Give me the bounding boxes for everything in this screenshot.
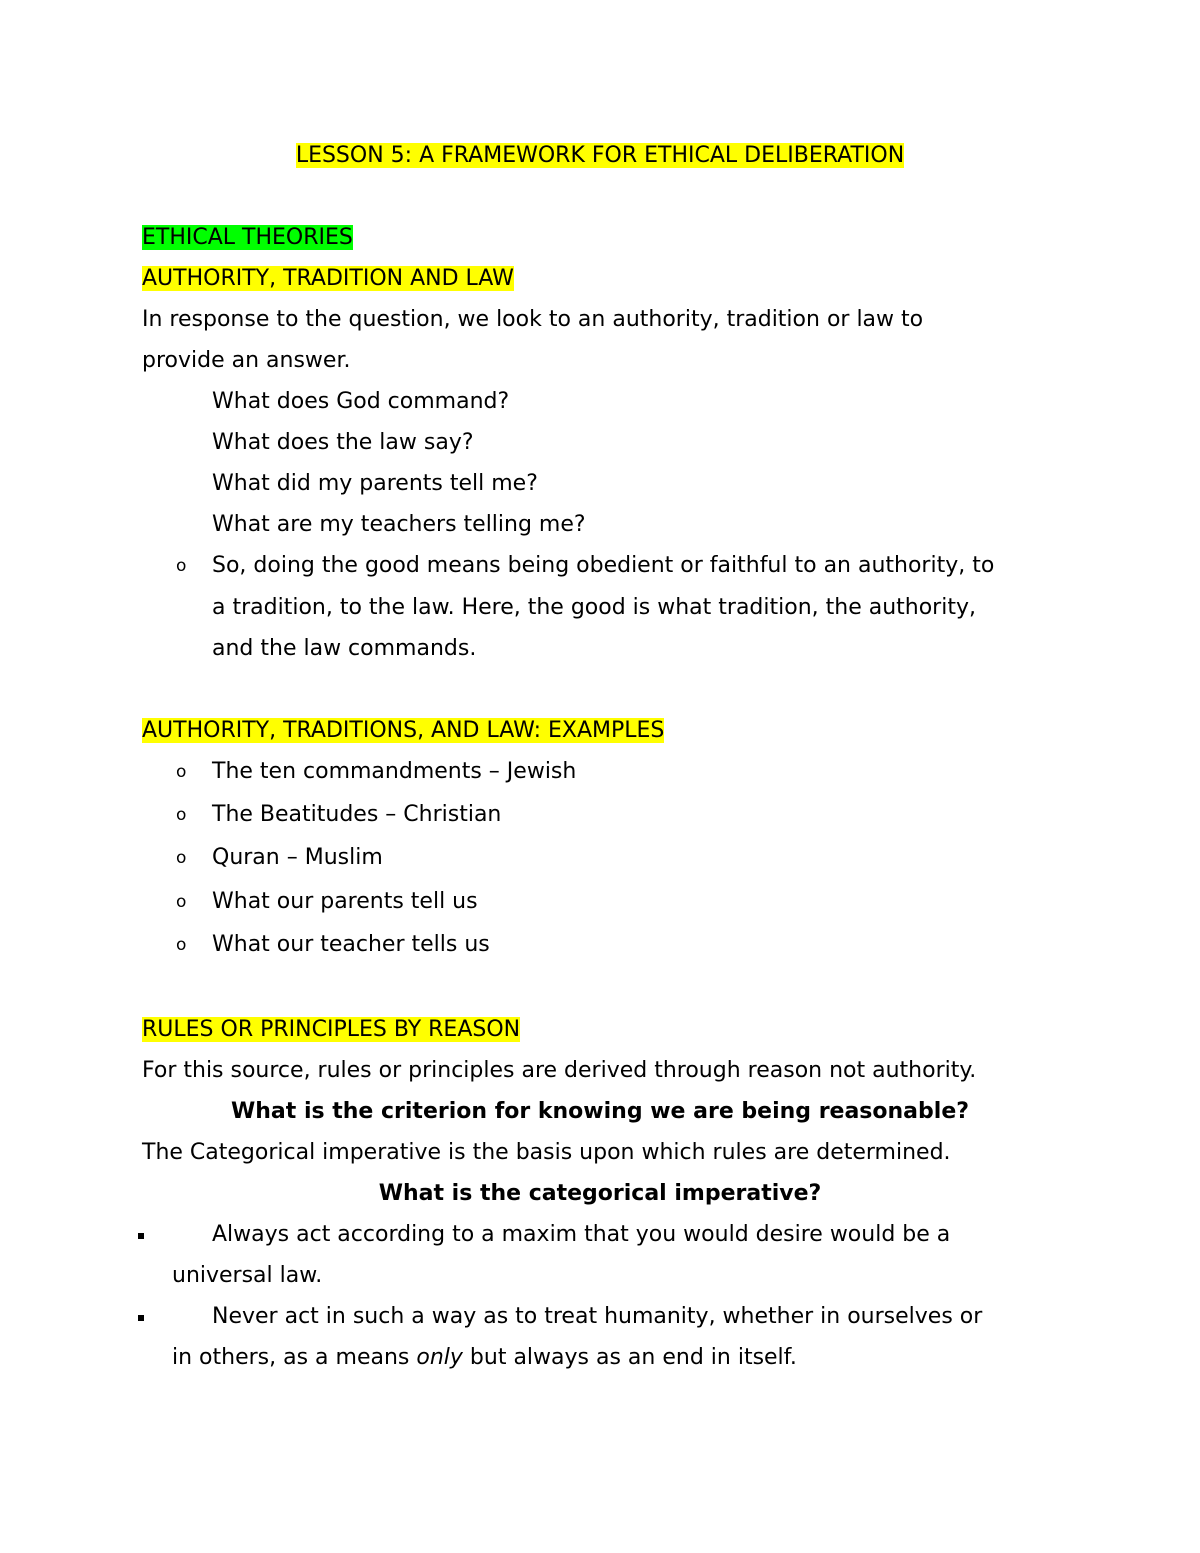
reason-statement: The Categorical imperative is the basis upon which rules are determined. bbox=[142, 1140, 951, 1165]
maxim-1-line-1: Always act according to a maxim that you would desire would be a bbox=[212, 1222, 951, 1247]
maxim-2-line-1: Never act in such a way as to treat humanity, whether in ourselves or bbox=[212, 1304, 983, 1329]
maxim-1-line-2: universal law. bbox=[172, 1263, 323, 1288]
authority-question: What does God command? bbox=[212, 389, 510, 414]
section-heading-row bbox=[142, 223, 353, 253]
reason-question-2: What is the categorical imperative? bbox=[378, 1181, 822, 1206]
authority-intro-line-2: provide an answer. bbox=[142, 348, 351, 373]
authority-summary-line-3: and the law commands. bbox=[212, 636, 477, 661]
circle-bullet-icon: o bbox=[176, 556, 187, 576]
authority-summary-line-2: a tradition, to the law. Here, the good is what tradition, the authority, bbox=[212, 595, 976, 620]
authority-question: What are my teachers telling me? bbox=[212, 512, 586, 537]
reason-heading-row bbox=[142, 1015, 520, 1045]
authority-intro-line-1: In response to the question, we look to an authority, tradition or law to bbox=[142, 307, 924, 332]
maxim-2-text-after: but always as an end in itself. bbox=[462, 1345, 797, 1370]
reason-heading: RULES OR PRINCIPLES BY REASON bbox=[142, 1017, 521, 1042]
circle-bullet-icon: o bbox=[176, 892, 187, 912]
authority-summary-line-1: So, doing the good means being obedient or faithful to an authority, to bbox=[212, 553, 995, 578]
circle-bullet-icon: o bbox=[176, 762, 187, 782]
square-bullet-icon bbox=[138, 1315, 144, 1321]
authority-question: What did my parents tell me? bbox=[212, 471, 538, 496]
example-item: What our teacher tells us bbox=[212, 932, 490, 957]
reason-intro: For this source, rules or principles are derived through reason not authority. bbox=[142, 1058, 977, 1083]
section-heading: ETHICAL THEORIES bbox=[142, 225, 353, 250]
authority-heading: AUTHORITY, TRADITION AND LAW bbox=[142, 266, 514, 291]
maxim-2-text-before: in others, as a means bbox=[172, 1345, 417, 1370]
circle-bullet-icon: o bbox=[176, 935, 187, 955]
square-bullet-icon bbox=[138, 1233, 144, 1239]
circle-bullet-icon: o bbox=[176, 805, 187, 825]
example-item: What our parents tell us bbox=[212, 889, 478, 914]
maxim-2-line-2 bbox=[172, 1343, 797, 1373]
reason-question-1: What is the criterion for knowing we are being reasonable? bbox=[231, 1099, 969, 1124]
circle-bullet-icon: o bbox=[176, 848, 187, 868]
document-title: LESSON 5: A FRAMEWORK FOR ETHICAL DELIBERATION bbox=[295, 143, 905, 168]
authority-question: What does the law say? bbox=[212, 430, 474, 455]
authority-heading-row bbox=[142, 264, 514, 294]
document-title-row bbox=[0, 141, 1200, 171]
examples-heading: AUTHORITY, TRADITIONS, AND LAW: EXAMPLES bbox=[142, 718, 665, 743]
example-item: The ten commandments – Jewish bbox=[212, 759, 577, 784]
examples-heading-row bbox=[142, 716, 664, 746]
example-item: Quran – Muslim bbox=[212, 845, 383, 870]
example-item: The Beatitudes – Christian bbox=[212, 802, 502, 827]
maxim-2-emphasis: only bbox=[416, 1345, 463, 1370]
